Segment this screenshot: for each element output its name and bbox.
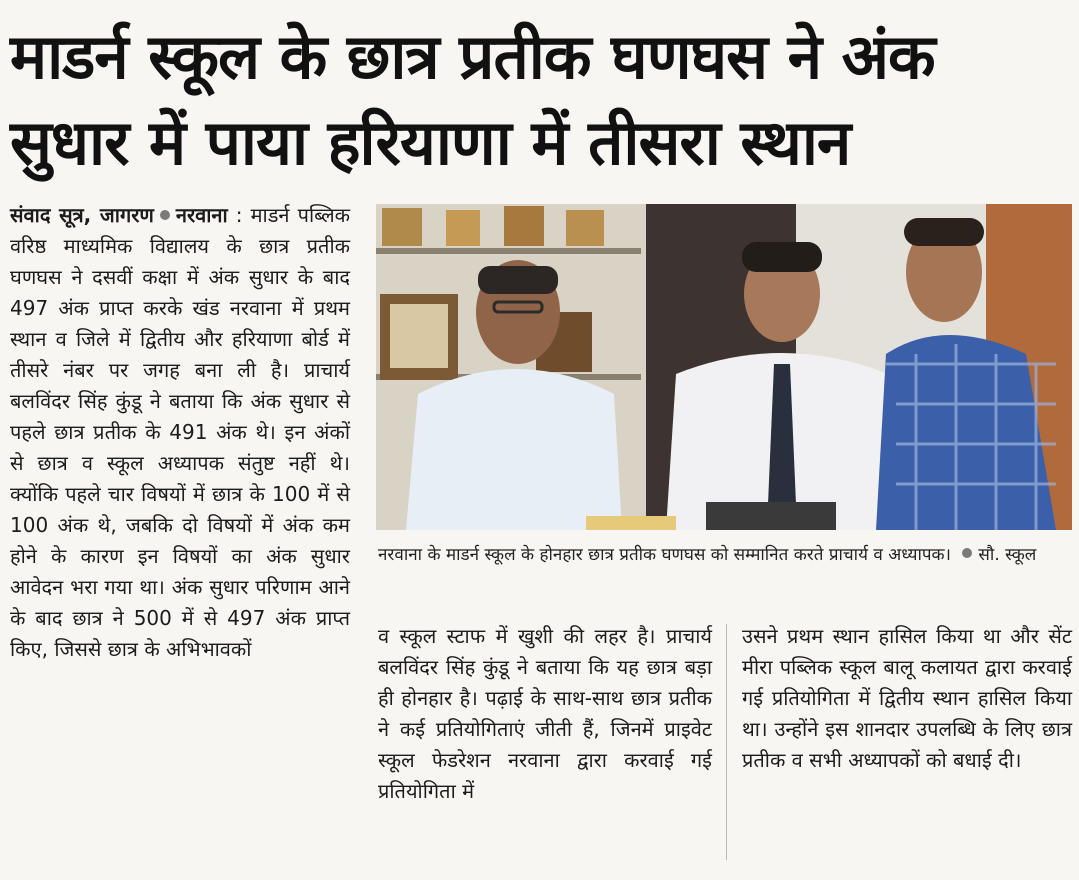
column-2-body: व स्कूल स्टाफ में खुशी की लहर है। प्राचार्य बलविंदर सिंह कुंडू ने बताया कि यह छात्र बड़ा ही होनहार है। पढ़ाई के साथ-साथ छात्र प्रतीक ने कई प्रतियोगिताएं जीती हैं, जिनमें प्राइवेट स्कूल फेडरेशन नरवाना द्वारा करवाई गई प्रतियोगिता में	[378, 624, 712, 803]
news-photo	[376, 204, 1072, 530]
photo-caption	[378, 540, 1072, 570]
article-column-2	[378, 621, 712, 807]
article-column-1	[10, 200, 350, 665]
column-1-body: माडर्न पब्लिक वरिष्ठ माध्यमिक विद्यालय के छात्र प्रतीक घणघस ने दसवीं कक्षा में अंक सुधार के बाद 497 अंक प्राप्त करके खंड नरवाना में प्रथम स्थान व जिले में द्वितीय और हरियाणा बोर्ड में तीसरे नंबर पर जगह बना ली है। प्राचार्य बलविंदर सिंह कुंडू ने बताया कि अंक सुधार से पहले छात्र प्रतीक के 491 अंक थे। इन अंकों से छात्र व स्कूल अध्यापक संतुष्ट नहीं थे। क्योंकि पहले चार विषयों में छात्र के 100 में से 100 अंक थे, जबकि दो विषयों में अंक कम होने के कारण इन विषयों का अंक सुधार आवेदन भरा गया था। अंक सुधार परिणाम आने के बाद छात्र ने 500 में से 497 अंक प्राप्त किए, जिससे छात्र के अभिभावकों	[10, 203, 350, 661]
dateline-place: नरवाना	[175, 203, 228, 227]
article-column-3	[742, 621, 1072, 776]
headline: माडर्न स्कूल के छात्र प्रतीक घणघस ने अंक सुधार में पाया हरियाणा में तीसरा स्थान	[10, 20, 935, 179]
bullet-dot-icon	[160, 210, 170, 220]
caption-text: नरवाना के माडर्न स्कूल के होनहार छात्र प्रतीक घणघस को सम्मानित करते प्राचार्य व अध्यापक।	[378, 545, 952, 565]
column-3-body: उसने प्रथम स्थान हासिल किया था और सेंट मीरा पब्लिक स्कूल बालू कलायत द्वारा करवाई गई प्रतियोगिता में द्वितीय स्थान हासिल किया था। उन्होंने इस शानदार उपलब्धि के लिए छात्र प्रतीक व सभी अध्यापकों को बधाई दी।	[742, 624, 1072, 772]
column-divider	[726, 624, 727, 860]
photo-credit: सौ. स्कूल	[978, 545, 1037, 565]
dateline-source: संवाद सूत्र, जागरण	[10, 203, 154, 227]
dateline-separator: :	[235, 203, 243, 227]
bullet-dot-icon	[962, 548, 972, 558]
